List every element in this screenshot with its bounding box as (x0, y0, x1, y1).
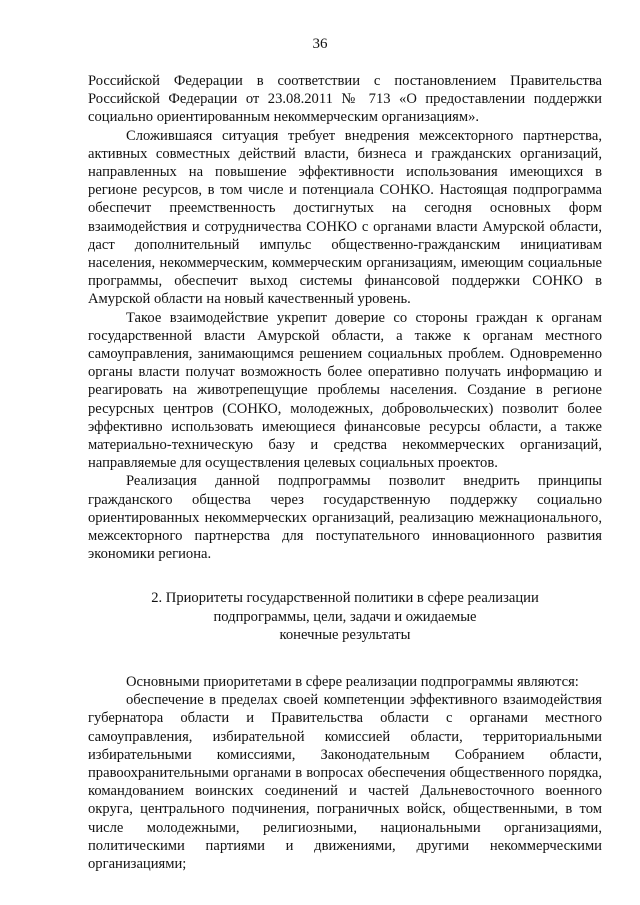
section-heading-line-2: подпрограммы, цели, задачи и ожидаемые (213, 608, 477, 625)
section-heading-line-1: 2. Приоритеты государственной политики в сфере реализации (151, 590, 539, 607)
paragraph-priority-item: обеспечение в пределах своей компетенции эффективного взаимодействия губернатора области и Правительства области с органами местного самоуправления, избирательной комиссией области, территориальными избирательными комиссиями, Законодательным Собранием области, правоохранительными органами в вопросах обеспечения общественного порядка, командованием воинских соединений и частей Дальневосточного военного округа, центрального подчинения, пограничных войск, общественными, в том числе молодежными, религиозными, национальными организациями, политическими партиями и движениями, другими некоммерческими организациями; (88, 692, 602, 873)
paragraph-interaction: Такое взаимодействие укрепит доверие со стороны граждан к органам государственной власти Амурской области, а также к органам местного самоуправления, занимающимся решением социальных проблем. Одновременно органы власти получат возможность более оперативно получать информацию и реагировать на животрепещущие проблемы населения. Создание в регионе ресурсных центров (СОНКО, молодежных, добровольческих) позволит более эффективно использовать имеющиеся финансовые ресурсы области, а также материально-техническую базу и средства некоммерческих организаций, направляемые для осуществления целевых социальных проектов. (88, 309, 602, 472)
paragraph-implementation: Реализация данной подпрограммы позволит внедрить принципы гражданского общества через государственную поддержку социально ориентированных некоммерческих организаций, реализацию межнационального, межсекторного партнерства для поступательного инновационного развития экономики региона. (88, 473, 602, 563)
section-heading-line-3: конечные результаты (279, 627, 411, 644)
page-number: 36 (312, 36, 328, 52)
document-body (88, 72, 602, 873)
paragraph-partnership: Сложившаяся ситуация требует внедрения межсекторного партнерства, активных совместных действий власти, бизнеса и гражданских организаций, направленных на повышение эффективности использования имеющихся в регионе ресурсов, в том числе и потенциала СОНКО. Настоящая подпрограмма обеспечит преемственность достигнутых на сегодня основных форм взаимодействия и сотрудничества СОНКО с органами власти Амурской области, даст дополнительный импульс общественно-гражданским инициативам населения, некоммерческим, коммерческим организациям, имеющим социальные программы, обеспечит выход системы финансовой поддержки СОНКО в Амурской области на новый качественный уровень. (88, 127, 602, 308)
paragraph-continuation: Российской Федерации в соответствии с постановлением Правительства Российской Федерации от 23.08.2011 № 713 «О предоставлении поддержки социально ориентированным некоммерческим организациям». (88, 73, 602, 126)
spacer (88, 645, 602, 673)
spacer (88, 563, 602, 589)
paragraph-priorities-intro: Основными приоритетами в сфере реализации подпрограммы являются: (126, 673, 579, 690)
